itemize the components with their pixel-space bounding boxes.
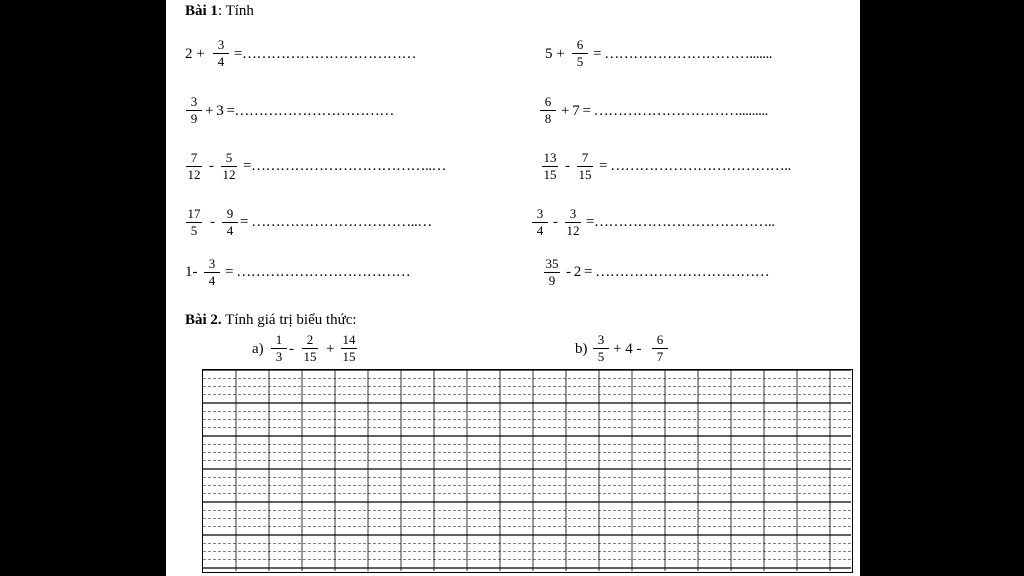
numerator: 3 <box>217 37 225 52</box>
denominator: 8 <box>544 111 552 126</box>
numerator: 17 <box>187 206 201 221</box>
numerator: 2 <box>306 332 314 347</box>
denominator: 12 <box>187 167 201 182</box>
answer-blank[interactable]: =……………………………….. <box>586 214 775 230</box>
fraction <box>543 256 561 288</box>
operator: - <box>553 214 558 230</box>
answer-blank[interactable]: + 7 = …………………………......... <box>561 103 768 119</box>
operator: + 4 - <box>613 341 642 357</box>
operator: - <box>210 214 215 230</box>
fraction <box>203 256 221 288</box>
answer-blank[interactable]: =………………………………..… <box>243 158 446 174</box>
numerator: 9 <box>226 206 234 221</box>
item-prefix: 2 + <box>185 46 205 62</box>
numerator: 14 <box>342 332 356 347</box>
exercise-1-title-rest: : Tính <box>217 3 254 19</box>
fraction <box>185 206 203 238</box>
answer-blank[interactable]: + 3 =…………………………… <box>205 103 394 119</box>
numerator: 1 <box>275 332 283 347</box>
fraction <box>221 206 239 238</box>
exercise-2-title-rest: Tính giá trị biểu thức: <box>221 312 357 328</box>
numerator: 3 <box>208 256 216 271</box>
numerator: 3 <box>536 206 544 221</box>
answer-blank[interactable]: = ……………………………… <box>225 264 411 280</box>
fraction <box>576 150 594 182</box>
part-b-label: b) <box>575 341 588 357</box>
fraction <box>541 150 559 182</box>
numerator: 6 <box>656 332 664 347</box>
item-prefix: 1- <box>185 264 198 280</box>
numerator: 6 <box>544 94 552 109</box>
denominator: 4 <box>226 223 234 238</box>
denominator: 15 <box>342 349 356 364</box>
grid-lines <box>203 370 851 571</box>
numerator: 3 <box>569 206 577 221</box>
fraction <box>185 94 203 126</box>
answer-blank[interactable]: =……………………………… <box>234 46 416 62</box>
fraction <box>651 332 669 364</box>
denominator: 4 <box>217 54 225 69</box>
worksheet-page <box>166 0 860 576</box>
operator: - <box>289 341 294 357</box>
denominator: 4 <box>208 273 216 288</box>
exercise-2-title-bold: Bài 2. <box>185 312 222 328</box>
denominator: 15 <box>543 167 557 182</box>
fraction <box>340 332 358 364</box>
exercise-1-title-bold: Bài 1 <box>185 3 218 19</box>
fraction <box>212 37 230 69</box>
denominator: 15 <box>303 349 317 364</box>
denominator: 5 <box>597 349 605 364</box>
denominator: 9 <box>548 273 556 288</box>
numerator: 7 <box>581 150 589 165</box>
fraction <box>185 150 203 182</box>
numerator: 3 <box>190 94 198 109</box>
operator: - <box>209 158 214 174</box>
numerator: 35 <box>545 256 559 271</box>
fraction <box>270 332 288 364</box>
numerator: 5 <box>225 150 233 165</box>
part-a-label: a) <box>252 341 264 357</box>
denominator: 3 <box>275 349 283 364</box>
fraction <box>220 150 238 182</box>
answer-blank[interactable]: = ……………………………..… <box>240 214 432 230</box>
fraction <box>564 206 582 238</box>
denominator: 7 <box>656 349 664 364</box>
denominator: 9 <box>190 111 198 126</box>
exercise-1-title <box>185 3 254 19</box>
writing-grid[interactable] <box>202 369 853 573</box>
exercise-2-title <box>185 312 357 328</box>
denominator: 5 <box>576 54 584 69</box>
fraction <box>531 206 549 238</box>
operator: + <box>326 341 335 357</box>
operator: - <box>565 158 570 174</box>
denominator: 12 <box>222 167 236 182</box>
numerator: 6 <box>576 37 584 52</box>
numerator: 3 <box>597 332 605 347</box>
denominator: 5 <box>190 223 198 238</box>
numerator: 7 <box>190 150 198 165</box>
numerator: 13 <box>543 150 557 165</box>
denominator: 12 <box>566 223 580 238</box>
denominator: 4 <box>536 223 544 238</box>
fraction <box>571 37 589 69</box>
answer-blank[interactable]: - 2 = ……………………………… <box>566 264 770 280</box>
fraction <box>301 332 319 364</box>
denominator: 15 <box>578 167 592 182</box>
fraction <box>539 94 557 126</box>
fraction <box>592 332 610 364</box>
answer-blank[interactable]: = …………………………....... <box>593 46 772 62</box>
answer-blank[interactable]: = ……………………………….. <box>599 158 791 174</box>
item-prefix: 5 + <box>545 46 565 62</box>
